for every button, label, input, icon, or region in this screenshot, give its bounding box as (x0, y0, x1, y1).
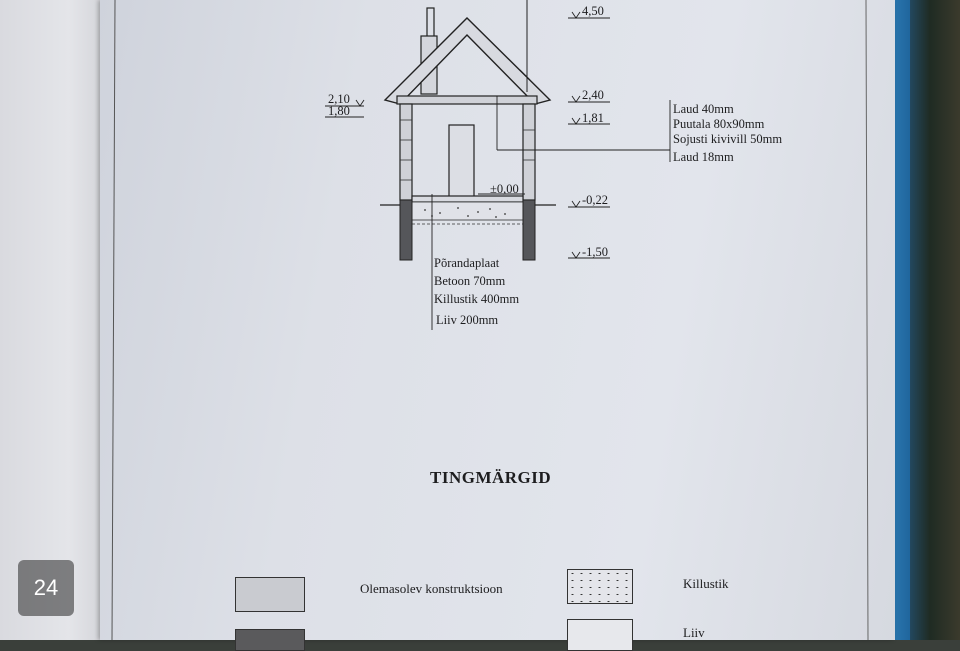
roof-outer (385, 18, 550, 104)
elevation-ground: -0,22 (582, 193, 609, 207)
sheet-frame-right (866, 0, 868, 640)
roof-layer-2: Puutala 80x90mm (673, 117, 765, 131)
roof-layer-1: Laud 40mm (673, 102, 734, 116)
legend-swatch-existing (235, 577, 305, 612)
legend-swatch-sand (567, 619, 633, 651)
legend-swatch-gravel (567, 569, 633, 604)
legend-swatch-dark (235, 629, 305, 651)
elevation-foundation: -1,50 (582, 245, 609, 259)
floor-layer-3: Killustik 400mm (434, 292, 520, 306)
elevation-left-bottom: 1,80 (328, 104, 350, 118)
elevation-floor: ±0,00 (490, 182, 519, 196)
door (449, 125, 474, 197)
roof-layer-3: Sojusti kivivill 50mm (673, 132, 783, 146)
foundation-right (523, 200, 535, 260)
floor-layer-2: Betoon 70mm (434, 274, 506, 288)
roof-layer-4: Laud 18mm (673, 150, 734, 164)
floor-layer-4: Liiv 200mm (436, 313, 499, 327)
legend-label-existing: Olemasolev konstruktsioon (360, 581, 503, 596)
foundation-left (400, 200, 412, 260)
chimney (427, 8, 434, 40)
gravel-layer (412, 202, 523, 220)
legend-label-sand: Liiv (683, 625, 705, 640)
page-number-badge: 24 (18, 560, 74, 616)
elevation-roof-eave: 2,40 (582, 88, 604, 102)
legend-label-gravel: Killustik (683, 576, 729, 591)
elevation-top: 4,50 (582, 4, 604, 18)
floor-layer-1: Põrandaplaat (434, 256, 500, 270)
legend-title: TINGMÄRGID (430, 468, 552, 487)
elevation-left-top: 2,10 (328, 92, 350, 106)
elevation-ceiling: 1,81 (582, 111, 604, 125)
sheet-frame-left (112, 0, 115, 640)
wall-right (523, 104, 535, 200)
ceiling-slab (397, 96, 537, 104)
wall-left (400, 104, 412, 200)
